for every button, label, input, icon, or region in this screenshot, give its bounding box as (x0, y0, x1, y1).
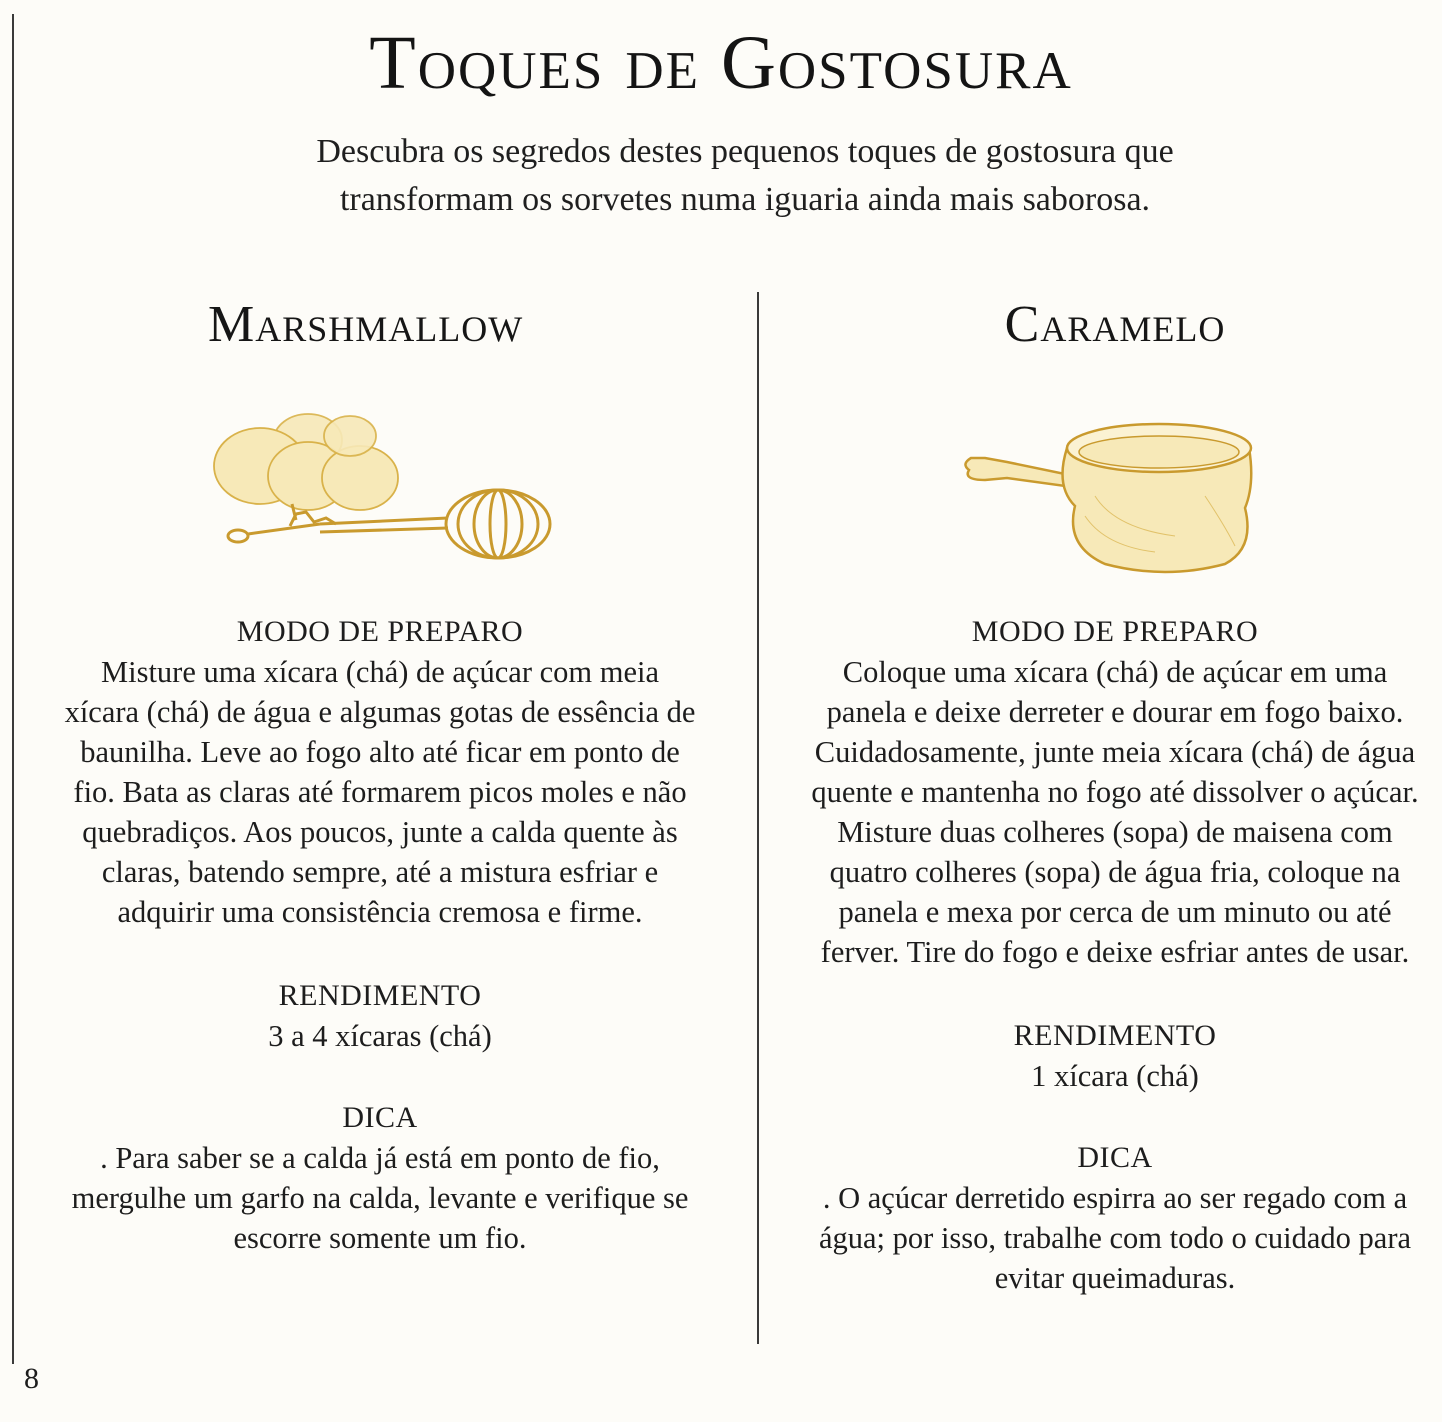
intro-line: Descubra os segredos destes pequenos toques de gostosura que (316, 133, 1174, 170)
tip-line: evitar queimaduras. (994, 1261, 1236, 1295)
saucepan-icon (955, 396, 1275, 576)
method-line: panela e mexa por cerca de um minuto ou até (838, 895, 1392, 929)
tip-text (40, 1138, 720, 1258)
recipe-title: Caramelo (1004, 296, 1226, 353)
yield-value: 1 xícara (chá) (1031, 1059, 1199, 1093)
method-line: quebradiços. Aos poucos, junte a calda quente às (82, 815, 678, 849)
method-line: claras, batendo sempre, até a mistura esfriar e (101, 855, 659, 889)
tip-line: escorre somente um fio. (233, 1221, 527, 1255)
tip-line: água; por isso, trabalhe com todo o cuidado para (818, 1221, 1412, 1255)
tip-text (790, 1178, 1440, 1298)
method-line: Coloque uma xícara (chá) de açúcar em uma (842, 655, 1388, 689)
tip-line: mergulhe um garfo na calda, levante e verifique se (71, 1181, 689, 1215)
method-line: quente e mantenha no fogo até dissolver o açúcar. (811, 775, 1419, 809)
tip-line: . Para saber se a calda já está em ponto de fio, (100, 1141, 660, 1175)
recipe-title: Marshmallow (208, 296, 524, 353)
egg-whisk-icon (200, 396, 560, 576)
method-line: fio. Bata as claras até formarem picos moles e não (73, 775, 687, 809)
recipe-marshmallow (40, 290, 720, 1258)
tip-label: DICA (342, 1101, 418, 1134)
yield-label: RENDIMENTO (1013, 1019, 1217, 1052)
method-line: Cuidadosamente, junte meia xícara (chá) de água (814, 735, 1416, 769)
page-number: 8 (24, 1362, 39, 1395)
method-line: ferver. Tire do fogo e deixe esfriar antes de usar. (820, 935, 1410, 969)
method-line: xícara (chá) de água e algumas gotas de essência de (64, 695, 696, 729)
intro-paragraph (200, 128, 1290, 224)
column-divider (757, 292, 759, 1344)
method-line: baunilha. Leve ao fogo alto até ficar em ponto de (80, 735, 680, 769)
recipe-caramelo (790, 290, 1440, 1298)
method-label: MODO DE PREPARO (236, 615, 524, 648)
yield-label: RENDIMENTO (278, 979, 482, 1012)
tip-line: . O açúcar derretido espirra ao ser regado com a (822, 1181, 1408, 1215)
method-label: MODO DE PREPARO (971, 615, 1259, 648)
method-line: quatro colheres (sopa) de água fria, coloque na (829, 855, 1401, 889)
left-margin-rule (12, 14, 14, 1364)
method-line: panela e deixe derreter e dourar em fogo baixo. (826, 695, 1404, 729)
method-line: Misture duas colheres (sopa) de maisena com (837, 815, 1393, 849)
method-line: Misture uma xícara (chá) de açúcar com meia (100, 655, 660, 689)
page-title: Toques de Gostosura (369, 21, 1073, 105)
method-line: adquirir uma consistência cremosa e firme. (117, 895, 643, 929)
method-text (790, 652, 1440, 972)
yield-value: 3 a 4 xícaras (chá) (268, 1019, 492, 1053)
intro-line: transformam os sorvetes numa iguaria ainda mais saborosa. (339, 181, 1151, 218)
method-text (40, 652, 720, 932)
tip-label: DICA (1077, 1141, 1153, 1174)
